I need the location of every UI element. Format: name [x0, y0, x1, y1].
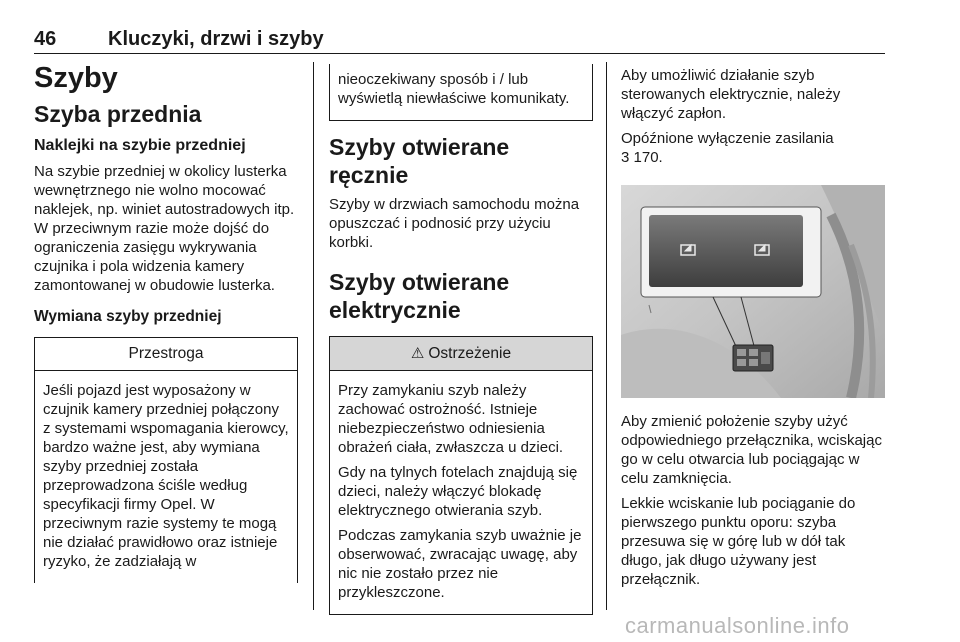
switch-position-text: Aby zmienić położenie szyby użyć odpowiedniego przełącznika, wciskając go w celu otwarcia lub pociągając w celu zamknięcia.	[621, 413, 882, 487]
caution-box	[34, 337, 298, 583]
warning-title: Ostrzeżenie	[428, 345, 512, 362]
delayed-power-text	[621, 129, 885, 167]
ignition-text: Aby umożliwić działanie szyb sterowanych elektrycznie, należy włączyć zapłon.	[621, 67, 841, 122]
column-1	[34, 60, 298, 583]
column-2	[329, 64, 593, 615]
replace-heading: Wymiana szyby przedniej	[34, 308, 222, 325]
warning-icon: ⚠	[410, 345, 425, 362]
caution-continued-text: nieoczekiwany sposób i / lub wyświetlą niewłaściwe komunikaty.	[338, 71, 570, 107]
warning-paragraph-1: Przy zamykaniu szyb należy zachować ostrożność. Istnieje niebezpieczeństwo odniesienia obrażeń ciała, zwłaszcza u dzieci.	[338, 382, 564, 456]
stickers-text: Na szybie przedniej w okolicy lusterka wewnętrznego nie wolno mocować naklejek, np. winiet autostradowych itp. W przeciwnym razie może dojść do ograniczenia zasięgu wykrywania czujnika i pola widzenia kamery zamontowanej w obudowie lusterka.	[34, 163, 295, 294]
warning-body	[330, 371, 592, 614]
warning-box	[329, 336, 593, 615]
page-number: 46	[34, 28, 57, 50]
subsection-heading: Szyba przednia	[34, 101, 202, 127]
warning-title-bar	[330, 337, 592, 371]
caution-body	[35, 371, 297, 583]
section-heading: Szyby	[34, 62, 118, 94]
watermark: carmanualsonline.info	[625, 613, 850, 638]
header-rule	[34, 53, 885, 54]
delayed-power-ref: 3 170.	[621, 149, 663, 166]
delayed-power-label: Opóźnione wyłączenie zasilania	[621, 130, 834, 147]
chapter-title: Kluczyki, drzwi i szyby	[108, 28, 324, 50]
window-switch-photo	[621, 185, 885, 398]
manual-windows-heading: Szyby otwierane ręcznie	[329, 134, 510, 188]
column-divider-2	[606, 62, 607, 610]
stickers-heading: Naklejki na szybie przedniej	[34, 137, 246, 154]
caution-text: Jeśli pojazd jest wyposażony w czujnik kamery przedniej połączony z systemami wspomagania kierowcy, bardzo ważne jest, aby wymiana szyby przedniej została przeprowadzona ściśle według specyfikacji firmy Opel. W przeciwnym razie systemy te mogą nie działać prawidłowo oraz istnieje ryzyko, że zadziałają w	[43, 382, 289, 570]
electric-windows-heading: Szyby otwierane elektrycznie	[329, 269, 510, 323]
manual-windows-text: Szyby w drzwiach samochodu można opuszczać i podnosić przy użyciu korbki.	[329, 196, 580, 251]
column-divider-1	[313, 62, 314, 610]
caution-continued-body	[330, 64, 592, 120]
caution-box-continued	[329, 64, 593, 121]
window-switch-illustration	[621, 185, 885, 398]
warning-paragraph-2: Gdy na tylnych fotelach znajdują się dzieci, należy włączyć blokadę elektrycznego otwierania szyb.	[338, 464, 578, 519]
column-3	[621, 66, 885, 595]
light-press-text: Lekkie wciskanie lub pociąganie do pierwszego punktu oporu: szyba przesuwa się w górę lub w dół tak długo, jak długo używany jest przełącznik.	[621, 495, 856, 588]
warning-paragraph-3: Podczas zamykania szyb uważnie je obserwować, zwracając uwagę, aby nic nie zostało przez nie przykleszczone.	[338, 527, 582, 601]
caution-title: Przestroga	[35, 338, 297, 371]
